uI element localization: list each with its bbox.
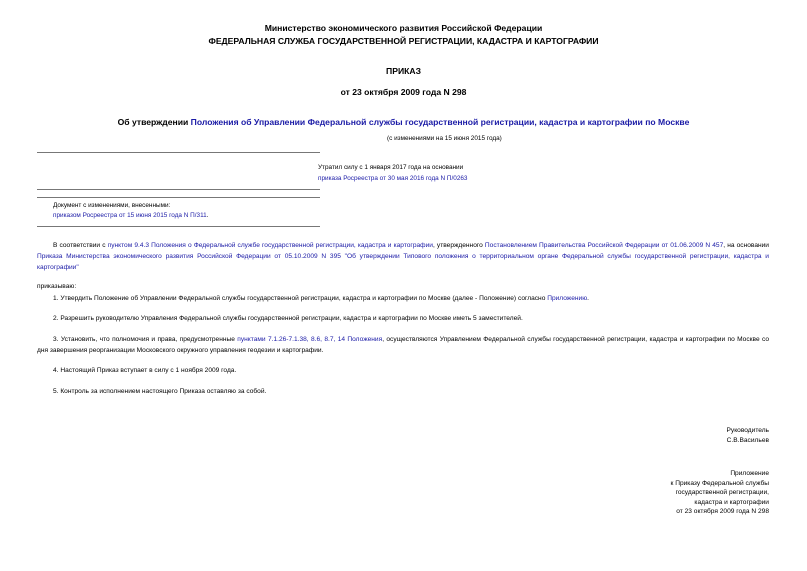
preamble-text: , утвержденного [432, 242, 485, 249]
item-3 [37, 334, 769, 356]
changes-note-link[interactable]: приказом Росреестра от 15 июня 2015 года N П/311 [53, 212, 207, 219]
appendix-link[interactable]: Приложению [547, 295, 588, 302]
item-1-text: 1. Утвердить Положение об Управлении Федеральной службы государственной регистрации, кадастра и картографии по Москве (далее - Положение) согласно [53, 295, 548, 302]
item-3-link[interactable]: пунктами 7.1.26-7.1.38, 8.6, 8.7, 14 Положения [237, 336, 383, 343]
preamble-text: , на основании [723, 242, 769, 249]
doc-type: ПРИКАЗ [386, 66, 421, 76]
divider [37, 189, 320, 190]
ministry-heading: Министерство экономического развития Российской Федерации [264, 23, 543, 33]
order-word: приказываю: [37, 283, 77, 290]
changes-note-line [53, 212, 209, 219]
invalid-note-link[interactable]: приказа Росреестра от 30 мая 2016 года N П/0263 [318, 175, 468, 182]
title-prefix: Об утверждении [117, 117, 191, 127]
item-4: 4. Настоящий Приказ вступает в силу с 1 ноября 2009 года. [53, 367, 237, 374]
appendix-block [569, 469, 769, 517]
appendix-line: Приложение [730, 470, 769, 477]
preamble-link-2[interactable]: Постановлением Правительства Российской Федерации от 01.06.2009 N 457 [484, 242, 724, 249]
appendix-line: к Приказу Федеральной службы [670, 479, 769, 487]
divider [37, 197, 320, 198]
changes-note-suffix: . [206, 212, 209, 219]
preamble-link-3[interactable]: Приказа Министерства экономического развития Российской Федерации от 05.10.2009 N 395 "Об утверждении Типового положения о территориальном органе Федеральной службы государственной регистрации, кадастра и картографии" [37, 253, 769, 271]
divider [37, 152, 320, 153]
appendix-line: кадастра и картографии [694, 498, 769, 506]
changes-note-text: Документ с изменениями, внесенными: [53, 202, 171, 209]
preamble-link-1[interactable]: пунктом 9.4.3 Положения о Федеральной службе государственной регистрации, кадастра и картографии [107, 242, 433, 249]
item-1-end: . [587, 295, 589, 302]
document-title [0, 117, 807, 127]
item-5: 5. Контроль за исполнением настоящего Приказа оставляю за собой. [53, 388, 267, 395]
amended-note: (с изменениями на 15 июня 2015 года) [387, 135, 502, 142]
signature-name: С.В.Васильев [726, 436, 769, 444]
item-2: 2. Разрешить руководителю Управления Федеральной службы государственной регистрации, кадастра и картографии по Москве иметь 5 заместителей. [53, 315, 523, 322]
appendix-line: от 23 октября 2009 года N 298 [676, 508, 769, 515]
signature-block [569, 426, 769, 445]
appendix-line: государственной регистрации, [675, 489, 769, 496]
signature-role: Руководитель [726, 427, 769, 434]
item-3-end: , осуществляются Управлением Федеральной службы государственной регистрации, кадастра и картографии по Москве со дня завершения реорганизации Московского окружного управления геодезии и картографии. [37, 336, 770, 354]
divider [37, 226, 320, 227]
item-1 [37, 293, 769, 304]
preamble-paragraph [37, 240, 769, 273]
service-heading: ФЕДЕРАЛЬНАЯ СЛУЖБА ГОСУДАРСТВЕННОЙ РЕГИСТРАЦИИ, КАДАСТРА И КАРТОГРАФИИ [208, 36, 599, 46]
title-link[interactable]: Положения об Управлении Федеральной службы государственной регистрации, кадастра и картографии по Москве [190, 117, 690, 127]
item-3-text: 3. Установить, что полномочия и права, предусмотренные [53, 336, 238, 343]
invalid-note-text: Утратил силу с 1 января 2017 года на основании [318, 164, 464, 171]
preamble-text: В соответствии с [53, 242, 108, 249]
doc-date: от 23 октября 2009 года N 298 [340, 87, 467, 97]
